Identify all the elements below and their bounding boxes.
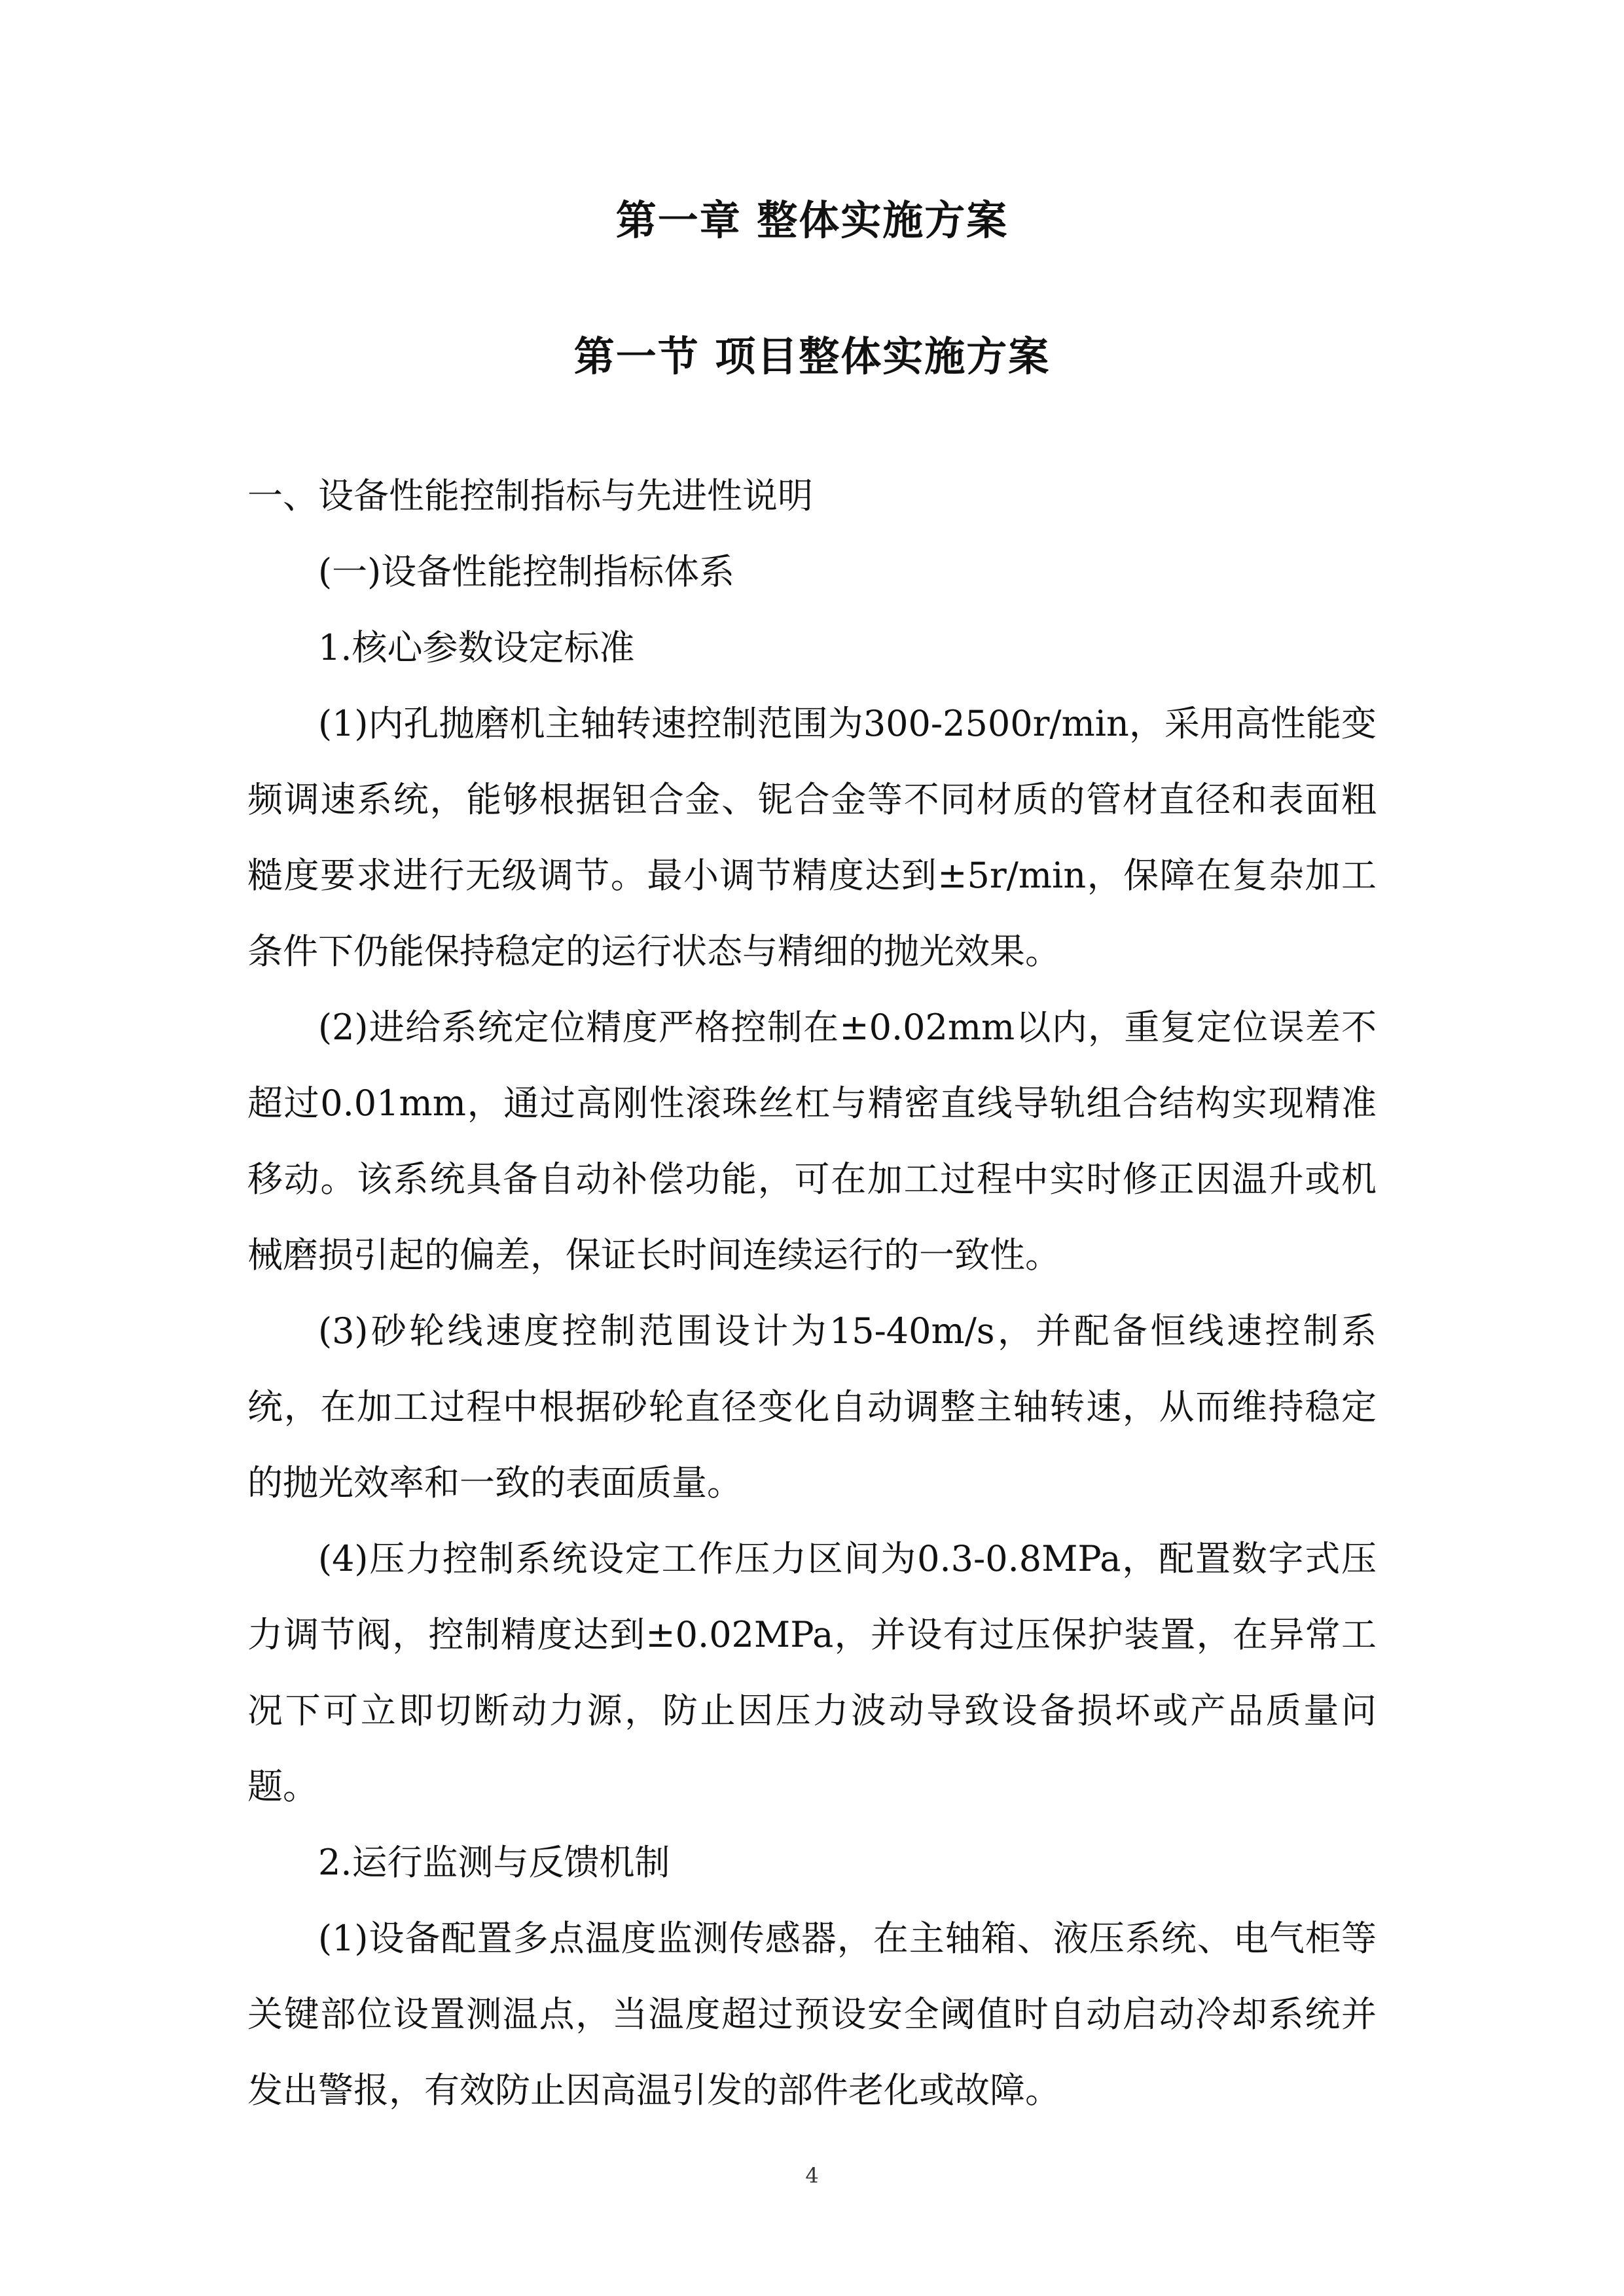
chapter-title: 第一章 整体实施方案 [615,196,1009,244]
paragraph: (4)压力控制系统设定工作压力区间为0.3-0.8MPa，配置数字式压力调节阀，控制精度达到±0.02MPa，并设有过压保护装置，在异常工况下可立即切断动力源，防止因压力波动导致设备损坏或产品质量问题。 [247,1538,1377,1807]
section-title: 第一节 项目整体实施方案 [573,332,1051,380]
paragraph: (1)内孔抛磨机主轴转速控制范围为300-2500r/min，采用高性能变频调速系统，能够根据钽合金、铌合金等不同材质的管材直径和表面粗糙度要求进行无级调节。最小调节精度达到±5r/min，保障在复杂加工条件下仍能保持稳定的运行状态与精细的抛光效果。 [247,703,1377,972]
document-body [247,458,1377,2128]
heading-level-1: 一、设备性能控制指标与先进性说明 [247,475,813,516]
page-number: 4 [805,2163,819,2188]
paragraph: (1)设备配置多点温度监测传感器，在主轴箱、液压系统、电气柜等关键部位设置测温点，当温度超过预设安全阈值时自动启动冷却系统并发出警报，有效防止因高温引发的部件老化或故障。 [247,1918,1377,2111]
heading-level-3: 1.核心参数设定标准 [318,627,635,668]
heading-level-3: 2.运行监测与反馈机制 [318,1842,670,1883]
paragraph: (2)进给系统定位精度严格控制在±0.02mm以内，重复定位误差不超过0.01mm，通过高刚性滚珠丝杠与精密直线导轨组合结构实现精准移动。该系统具备自动补偿功能，可在加工过程中实时修正因温升或机械磨损引起的偏差，保证长时间连续运行的一致性。 [247,1007,1377,1276]
paragraph: (3)砂轮线速度控制范围设计为15-40m/s，并配备恒线速控制系统，在加工过程中根据砂轮直径变化自动调整主轴转速，从而维持稳定的抛光效率和一致的表面质量。 [247,1310,1377,1503]
heading-level-2: (一)设备性能控制指标体系 [318,551,735,592]
